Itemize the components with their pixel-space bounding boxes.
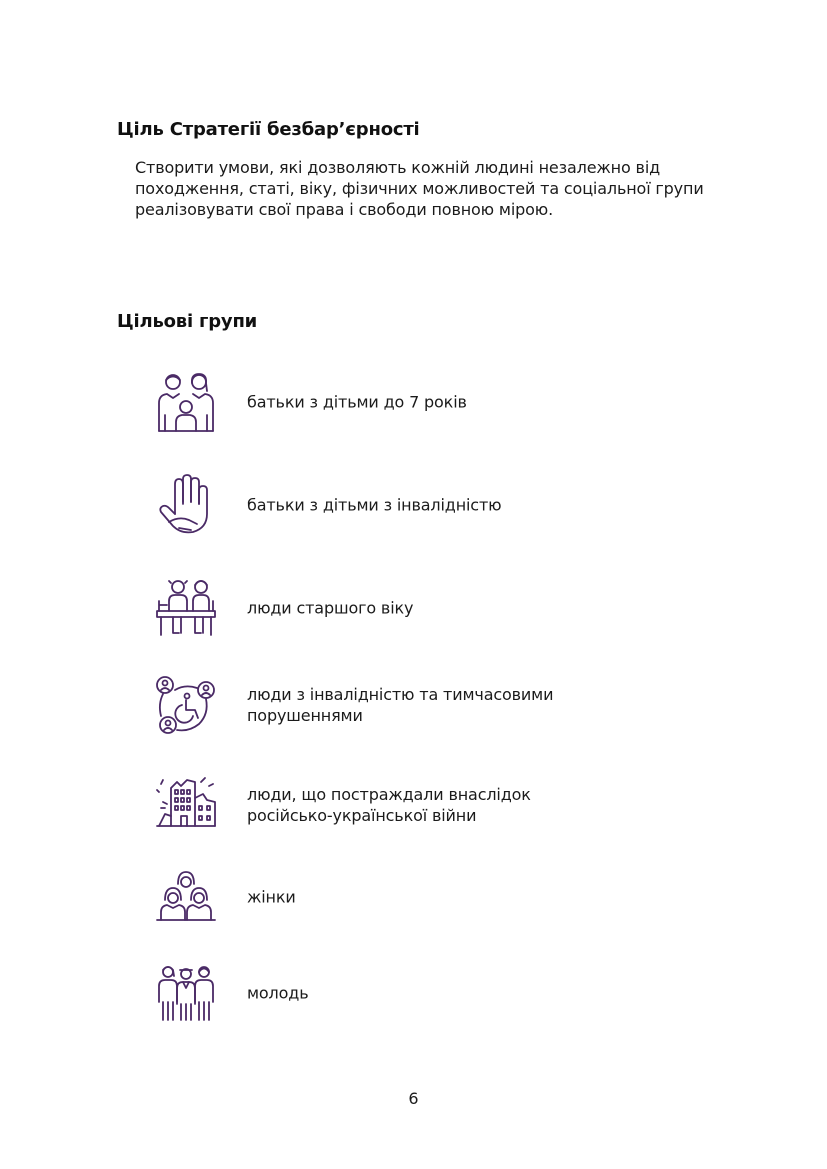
target-group-label-line: люди старшого віку (247, 598, 414, 618)
target-group-label (247, 887, 667, 908)
target-group-item (155, 774, 715, 836)
helping-hand-icon (155, 474, 217, 536)
target-group-label-line: люди, що постраждали внаслідок (247, 785, 531, 804)
youth-icon (155, 962, 217, 1024)
goal-line: реалізовувати свої права і свободи повною мірою. (135, 200, 554, 219)
target-group-label (247, 684, 667, 726)
target-group-label-line: порушеннями (247, 706, 363, 725)
target-group-label (247, 598, 667, 619)
page-number: 6 (408, 1089, 419, 1108)
elderly-people-icon (155, 577, 217, 639)
family-icon (155, 371, 217, 433)
target-group-label (247, 784, 667, 826)
goal-line: Створити умови, які дозволяють кожній людині незалежно від (135, 158, 661, 177)
target-group-label-line: молодь (247, 983, 309, 1003)
target-group-label (247, 495, 667, 516)
target-group-item (155, 866, 715, 928)
target-group-label-line: люди з інвалідністю та тимчасовими (247, 685, 554, 704)
target-group-item (155, 474, 715, 536)
target-group-label-line: батьки з дітьми з інвалідністю (247, 495, 502, 515)
goal-line: походження, статі, віку, фізичних можливостей та соціальної групи (135, 179, 704, 198)
target-group-label (247, 983, 667, 1004)
destroyed-buildings-icon (155, 774, 217, 836)
target-group-label-line: жінки (247, 887, 296, 907)
target-group-label-line: батьки з дітьми до 7 років (247, 392, 467, 412)
target-group-item (155, 674, 715, 736)
target-group-label (247, 392, 667, 413)
target-group-label-line: російсько-української війни (247, 806, 477, 825)
target-group-item (155, 962, 715, 1024)
women-icon (155, 866, 217, 928)
target-groups-title: Цільові групи (117, 311, 258, 332)
goal-text (135, 157, 715, 220)
wheelchair-accessibility-icon (155, 674, 217, 736)
target-group-item (155, 371, 715, 433)
target-group-item (155, 577, 715, 639)
goal-title: Ціль Стратегії безбар’єрності (117, 119, 420, 140)
